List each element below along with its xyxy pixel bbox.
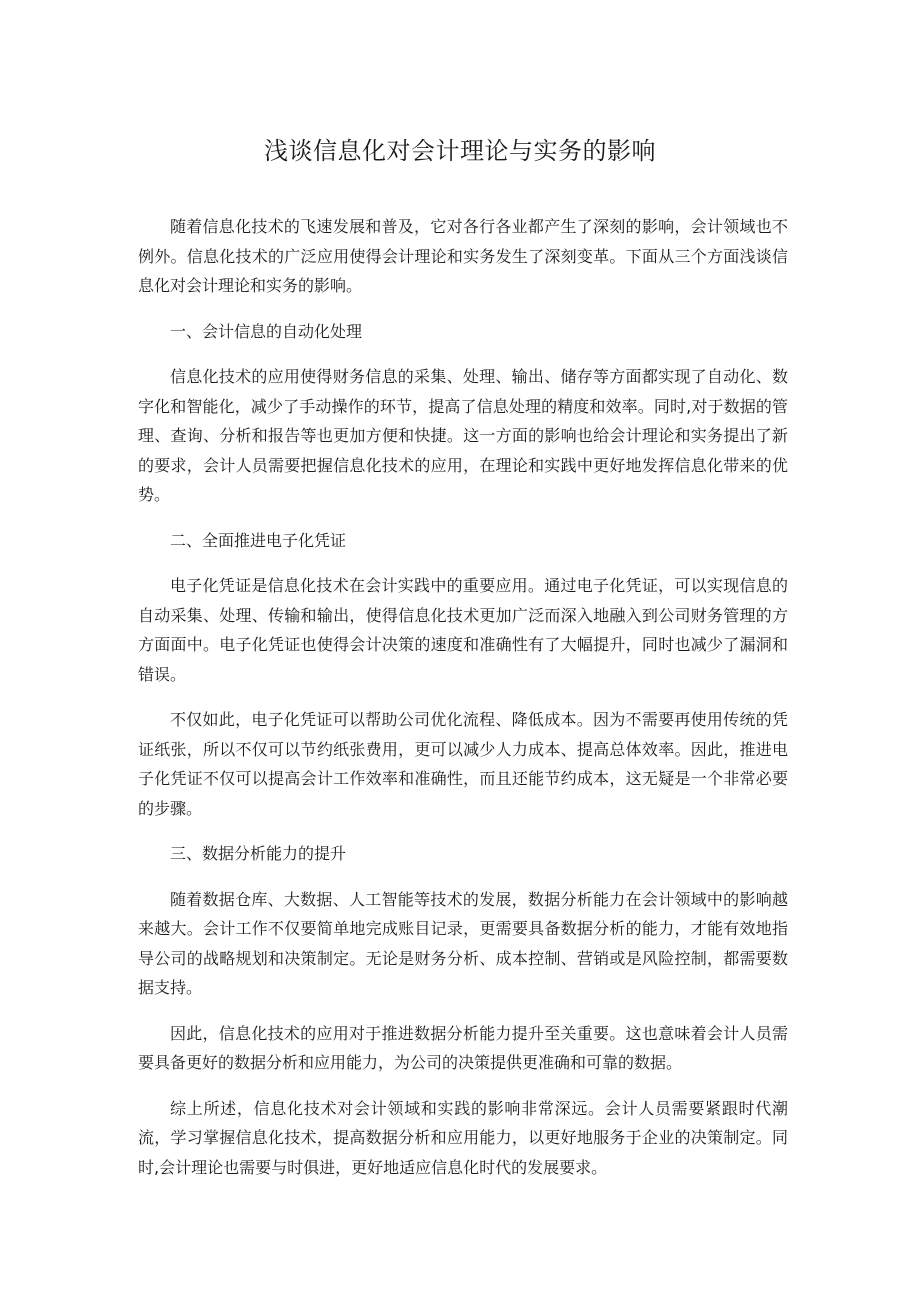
section-1-paragraph: 信息化技术的应用使得财务信息的采集、处理、输出、储存等方面都实现了自动化、数字化和智能化，减少了手动操作的环节，提高了信息处理的精度和效率。同时,对于数据的管理、查询、分析和报告等也更加方便和快捷。这一方面的影响也给会计理论和实务提出了新的要求，会计人员需要把握信息化技术的应用，在理论和实践中更好地发挥信息化带来的优势。: [138, 367, 788, 504]
section-3-paragraph-1: 随着数据仓库、大数据、人工智能等技术的发展，数据分析能力在会计领域中的影响越来越大。会计工作不仅要简单地完成账目记录，更需要具备数据分析的能力，才能有效地指导公司的战略规划和决策制定。无论是财务分析、成本控制、营销或是风险控制，都需要数据支持。: [138, 889, 788, 997]
section-1-heading: 一、会计信息的自动化处理: [170, 321, 363, 341]
section-3-paragraph-2: 因此，信息化技术的应用对于推进数据分析能力提升至关重要。这也意味着会计人员需要具备更好的数据分析和应用能力，为公司的决策提供更准确和可靠的数据。: [138, 1023, 788, 1072]
section-2-paragraph-1: 电子化凭证是信息化技术在会计实践中的重要应用。通过电子化凭证，可以实现信息的自动采集、处理、传输和输出，使得信息化技术更加广泛而深入地融入到公司财务管理的方方面面中。电子化凭证也使得会计决策的速度和准确性有了大幅提升，同时也减少了漏洞和错误。: [138, 576, 788, 684]
section-3-heading: 三、数据分析能力的提升: [170, 844, 347, 863]
document-title: 浅谈信息化对会计理论与实务的影响: [264, 137, 656, 165]
conclusion-paragraph: 综上所述，信息化技术对会计领域和实践的影响非常深远。会计人员需要紧跟时代潮流，学习掌握信息化技术，提高数据分析和应用能力，以更好地服务于企业的决策制定。同时,会计理论也需要与时俱进，更好地适应信息化时代的发展要求。: [138, 1098, 788, 1177]
document-body: [138, 212, 788, 1198]
section-2-heading: 二、全面推进电子化凭证: [170, 530, 347, 550]
section-2-paragraph-2: 不仅如此，电子化凭证可以帮助公司优化流程、降低成本。因为不需要再使用传统的凭证纸张，所以不仅可以节约纸张费用，更可以减少人力成本、提高总体效率。因此，推进电子化凭证不仅可以提高会计工作效率和准确性，而且还能节约成本，这无疑是一个非常必要的步骤。: [138, 710, 788, 818]
intro-paragraph: 随着信息化技术的飞速发展和普及，它对各行各业都产生了深刻的影响，会计领域也不例外。信息化技术的广泛应用使得会计理论和实务发生了深刻变革。下面从三个方面浅谈信息化对会计理论和实务的影响。: [138, 217, 788, 295]
